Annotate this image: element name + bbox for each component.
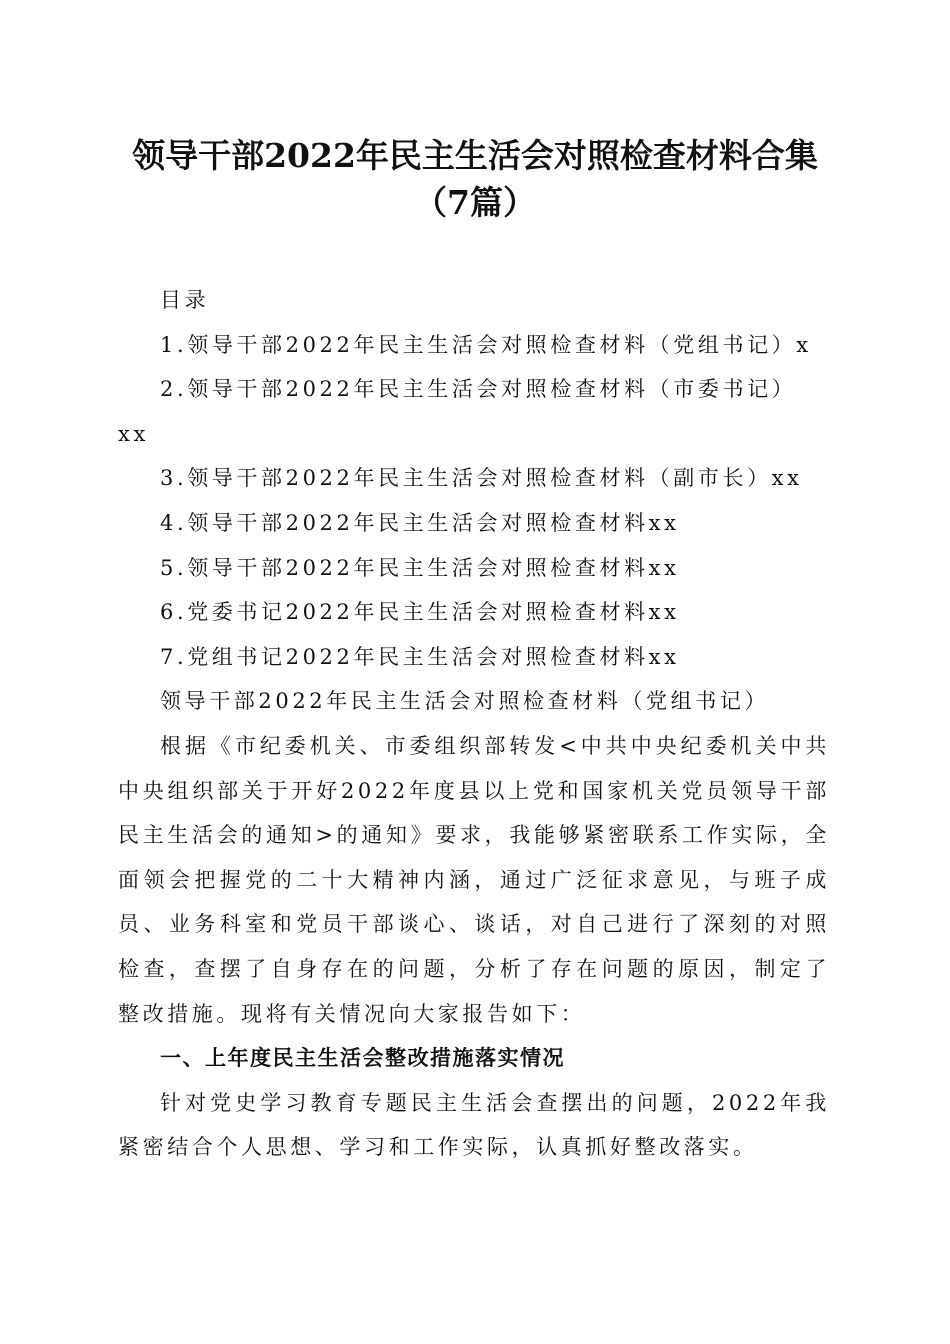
toc-label: 目录 [160,288,210,312]
toc-item-4: 4.领导干部2022年民主生活会对照检查材料xx [160,510,680,535]
document-title: 领导干部2022年民主生活会对照检查材料合集（7篇） [132,136,818,222]
toc-item-2-continuation: xx [118,421,149,446]
toc-item-1: 1.领导干部2022年民主生活会对照检查材料（党组书记）x [160,332,812,357]
toc-item-6: 6.党委书记2022年民主生活会对照检查材料xx [160,600,680,625]
section-heading-1: 一、上年度民主生活会整改措施落实情况 [160,1046,565,1071]
toc-item-7: 7.党组书记2022年民主生活会对照检查材料xx [160,644,680,669]
document-body [118,278,830,1170]
toc-item-3: 3.领导干部2022年民主生活会对照检查材料（副市长）xx [160,466,803,491]
toc-item-5: 5.领导干部2022年民主生活会对照检查材料xx [160,555,680,580]
intro-paragraph: 根据《市纪委机关、市委组织部转发<中共中央纪委机关中共中央组织部关于开好2022年度县以上党和国家机关党员领导干部民主生活会的通知>的通知》要求，我能够紧密联系工作实际，全面领会把握党的二十大精神内涵，通过广泛征求意见，与班子成员、业务科室和党员干部谈心、谈话，对自己进行了深刻的对照检查，查摆了自身存在的问题，分析了存在问题的原因，制定了整改措施。现将有关情况向大家报告如下： [118,733,830,1026]
paragraph-2: 针对党史学习教育专题民主生活会查摆出的问题，2022年我紧密结合个人思想、学习和工作实际，认真抓好整改落实。 [118,1090,830,1160]
section-title: 领导干部2022年民主生活会对照检查材料（党组书记） [160,689,770,714]
toc-item-2: 2.领导干部2022年民主生活会对照检查材料（市委书记） [160,377,797,402]
